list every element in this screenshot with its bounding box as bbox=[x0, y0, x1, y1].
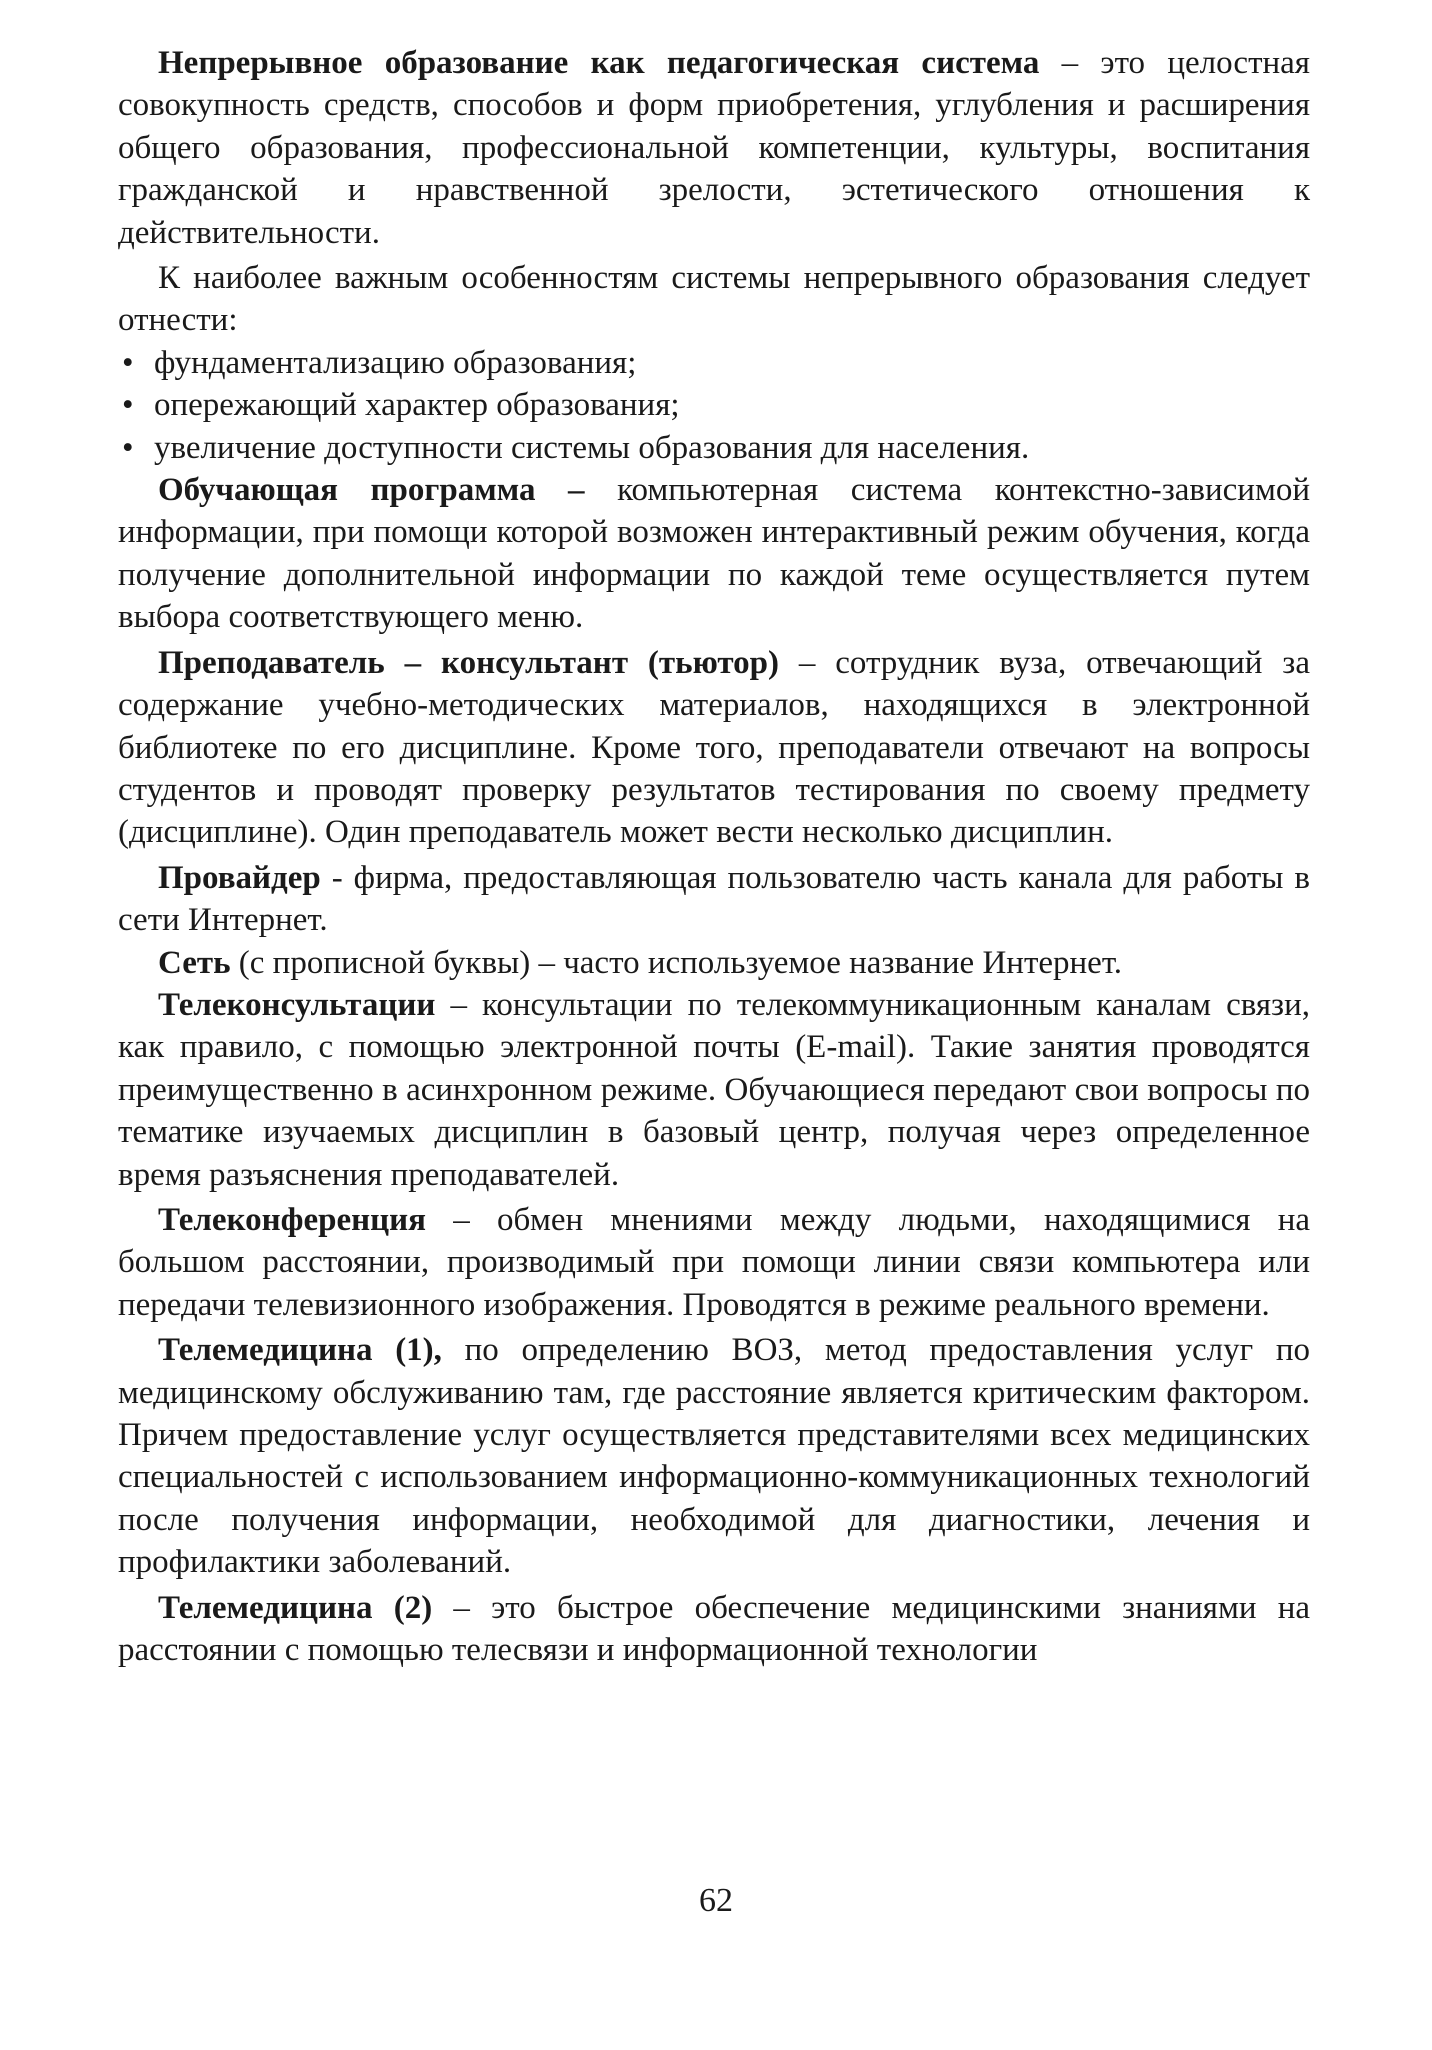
paragraph-provider bbox=[118, 857, 1310, 942]
term-teleconference: Телеконференция bbox=[158, 1201, 427, 1238]
list-item-text: увеличение доступности системы образования для населения. bbox=[154, 429, 1030, 466]
term-teleconsultations: Телеконсультации bbox=[158, 986, 436, 1023]
definition-network: (с прописной буквы) – часто используемое название Интернет. bbox=[230, 944, 1123, 981]
term-provider: Провайдер bbox=[158, 859, 321, 896]
definition-teleconference: – обмен мнениями между людьми, находящимися на большом расстоянии, производимый при помощи линии связи компьютера или передачи телевизионного изображения. Проводятся в режиме реального времени. bbox=[118, 1201, 1310, 1323]
bullet-icon: • bbox=[122, 387, 134, 424]
definition-training-program: компьютерная система контекстно-зависимой информации, при помощи которой возможен интерактивный режим обучения, когда получение дополнительной информации по каждой теме осуществляется путем выбора соответствующего меню. bbox=[118, 472, 1310, 636]
paragraph-telemedicine-1 bbox=[118, 1329, 1310, 1583]
page-number: 62 bbox=[699, 1882, 733, 1919]
definition-telemedicine-1: по определению ВОЗ, метод предоставления услуг по медицинскому обслуживанию там, где расстояние является критическим фактором. Причем предоставление услуг осуществляется представителями всех медицинских специальностей с использованием информационно-коммуникационных технологий после получения информации, необходимой для диагностики, лечения и профилактики заболеваний. bbox=[118, 1332, 1310, 1581]
list-item bbox=[118, 427, 1310, 469]
features-list bbox=[118, 342, 1310, 469]
list-item bbox=[118, 384, 1310, 426]
paragraph-features-intro: К наиболее важным особенностям системы непрерывного образования следует отнести: bbox=[118, 260, 1310, 339]
term-telemedicine-1: Телемедицина (1), bbox=[158, 1332, 442, 1369]
paragraph-training-program bbox=[118, 469, 1310, 639]
definition-provider: - фирма, предоставляющая пользователю часть канала для работы в сети Интернет. bbox=[118, 859, 1310, 939]
definition-continuous-education: – это целостная совокупность средств, способов и форм приобретения, углубления и расширения общего образования, профессиональной компетенции, культуры, воспитания гражданской и нравственной зрелости, эстетического отношения к действительности. bbox=[118, 45, 1310, 251]
list-item-text: фундаментализацию образования; bbox=[154, 344, 637, 381]
term-tutor: Преподаватель – консультант (тьютор) bbox=[158, 644, 779, 681]
definition-tutor: – сотрудник вуза, отвечающий за содержание учебно-методических материалов, находящихся в электронной библиотеке по его дисциплине. Кроме того, преподаватели отвечают на вопросы студентов и проводят проверку результатов тестирования по своему предмету (дисциплине). Один преподаватель может вести несколько дисциплин. bbox=[118, 644, 1310, 851]
term-training-program: Обучающая программа – bbox=[158, 472, 585, 509]
paragraph-telemedicine-2 bbox=[118, 1587, 1310, 1672]
definition-telemedicine-2: – это быстрое обеспечение медицинскими знаниями на расстоянии с помощью телесвязи и информационной технологии bbox=[118, 1589, 1310, 1669]
bullet-icon: • bbox=[122, 429, 134, 466]
paragraph-continuous-education bbox=[118, 42, 1310, 254]
bullet-icon: • bbox=[122, 344, 134, 381]
paragraph-teleconsultations bbox=[118, 984, 1310, 1196]
list-item bbox=[118, 342, 1310, 384]
definition-teleconsultations: – консультации по телекоммуникационным каналам связи, как правило, с помощью электронной почты (E-mail). Такие занятия проводятся преимущественно в асинхронном режиме. Обучающиеся передают свои вопросы по тематике изучаемых дисциплин в базовый центр, получая через определенное время разъяснения преподавателей. bbox=[118, 986, 1310, 1193]
paragraph-teleconference bbox=[118, 1199, 1310, 1326]
paragraph-network bbox=[118, 942, 1310, 984]
paragraph-tutor bbox=[118, 642, 1310, 854]
term-continuous-education: Непрерывное образование как педагогическая система bbox=[158, 45, 1040, 81]
term-telemedicine-2: Телемедицина (2) bbox=[158, 1589, 433, 1626]
list-item-text: опережающий характер образования; bbox=[154, 387, 680, 424]
page-body bbox=[118, 42, 1310, 1671]
term-network: Сеть bbox=[158, 944, 231, 981]
